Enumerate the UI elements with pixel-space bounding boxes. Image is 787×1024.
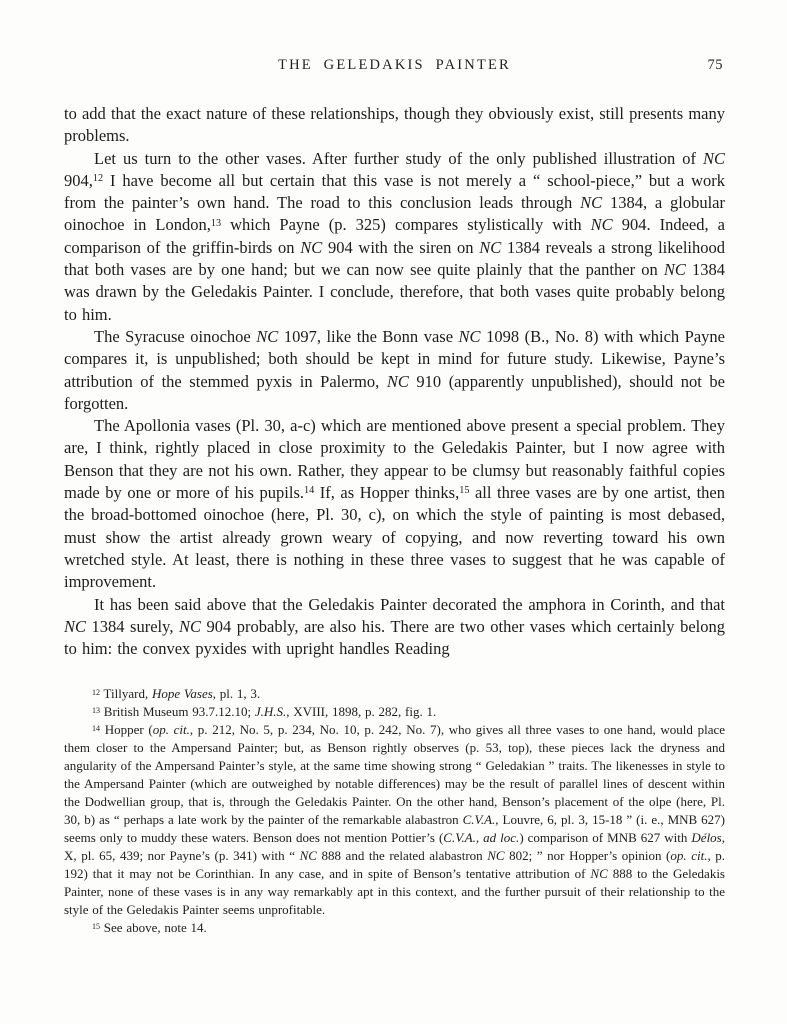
footnote-marker: 15 (92, 921, 101, 931)
italic-text: NC (299, 848, 317, 864)
text-run: The Syracuse oinochoe (94, 326, 257, 346)
text-run: If, as Hopper thinks, (314, 483, 460, 503)
footnote-marker: 13 (92, 705, 101, 715)
text-run: , p. 212, No. 5, p. 234, No. 10, p. 242, No. 7), who gives all three vases to one hand, would place them closer to the Ampersand Painter; but, as Benson rightly observes (p. 53, top), these pieces lack the dryness and angularity of the Ampersand Painter’s style, at the same time showing strong “ Geledakian ” traits. The likenesses in style to the Ampersand Painter (which are outweighed by notable differences) may be the result of parallel lines of descent within the Dodwellian group, that is, through the Geledakis Painter. On the other hand, Benson’s placement of the olpe (here, Pl. 30, b) as “ perhaps a late work by the painter of the remarkable alabastron (64, 722, 726, 828)
text-run: to add that the exact nature of these relationships, though they obviously exist, still presents many problems. (64, 104, 725, 146)
italic-text: NC (487, 848, 505, 864)
italic-text: NC (590, 215, 613, 235)
text-run: Tillyard, (100, 686, 152, 702)
text-run: 1384 reveals a strong likelihood that both vases are by one hand; but we can now see quite plainly that the panther on (64, 237, 725, 280)
footnote (64, 721, 725, 919)
footnote (64, 685, 725, 703)
italic-text: NC (663, 260, 686, 280)
running-title: THE GELEDAKIS PAINTER (278, 57, 511, 73)
text-run: 910 (apparently unpublished), should not be forgotten. (64, 371, 725, 413)
text-run: The Apollonia vases (Pl. 30, a-c) which are mentioned above present a special problem. They are, I think, rightly placed in close proximity to the Geledakis Painter, but I now agree with Benson that they are not his own. Rather, they appear to be clumsy but reasonably faithful copies made by one or more of his pupils. (64, 416, 725, 503)
italic-text: NC (256, 326, 279, 346)
text-run: 1384 surely, (86, 616, 179, 636)
italic-text: NC (64, 616, 87, 636)
italic-text: J.H.S. (254, 704, 287, 720)
text-run: 888 to the Geledakis Painter, none of these vases is in any way remarkably apt in this context, and the further pursuit of their relationship to the style of the Geledakis Painter seems unprofitable. (64, 866, 725, 918)
body-paragraph (64, 148, 725, 326)
text-run: , X, pl. 65, 439; nor Payne’s (p. 341) with “ (64, 830, 725, 864)
italic-text: Hope Vases (151, 686, 213, 702)
body-paragraph (64, 326, 725, 415)
page-number: 75 (707, 57, 723, 73)
italic-text: NC (590, 866, 608, 882)
footnote-marker: 15 (459, 485, 470, 497)
body-paragraph (64, 103, 725, 148)
text-run: 1098 (B., No. 8) with which Payne compares it, is unpublished; both should be kept in mind for future study. Likewise, Payne’s attribution of the stemmed pyxis in Palermo, (64, 326, 725, 391)
italic-text: NC (300, 237, 323, 257)
text-run: , Louvre, 6, pl. 3, 15-18 ” (i. e., MNB 627) seems only to muddy these waters. Benson does not mention Pottier’s ( (64, 812, 725, 846)
text-run: Hopper ( (100, 722, 153, 738)
footnote (64, 919, 725, 937)
text-run: 904, (64, 170, 93, 190)
italic-text: op. cit. (670, 848, 708, 864)
footnote-marker: 12 (92, 173, 104, 185)
italic-text: NC (458, 326, 481, 346)
text-run: 1384, a globular oinochoe in London, (64, 193, 726, 235)
text-run: 1384 was drawn by the Geledakis Painter. I conclude, therefore, that both vases quite probably belong to him. (64, 260, 725, 324)
italic-text: C.V.A., ad loc. (443, 830, 520, 846)
text-run: all three vases are by one artist, then the broad-bottomed oinochoe (here, Pl. 30, c), on which the style of painting is most debased, must show the artist already grown weary of copying, and now reverting toward his own wretched style. At least, there is nothing in these three vases to suggest that he was capable of improvement. (64, 483, 726, 592)
footnote-marker: 13 (210, 217, 222, 229)
text-run: , p. 192) that it may not be Corinthian. In any case, and in spite of Benson’s tentative attribution of (64, 848, 726, 882)
text-run: which Payne (p. 325) compares stylistically with (221, 215, 591, 235)
italic-text: NC (479, 237, 502, 257)
italic-text: NC (580, 193, 603, 213)
text-run: 1097, like the Bonn vase (278, 326, 459, 346)
text-run: Let us turn to the other vases. After further study of the only published illustration of (94, 148, 703, 168)
text-run: ) comparison of MNB 627 with (519, 830, 692, 846)
body-paragraph (64, 415, 725, 593)
italic-text: op. cit. (152, 722, 190, 738)
running-head (64, 57, 725, 77)
italic-text: NC (386, 371, 409, 391)
footnote-marker: 12 (92, 687, 101, 697)
text-run: , XVIII, 1898, p. 282, fig. 1. (286, 704, 437, 720)
text-run: 904. Indeed, a comparison of the griffin-birds on (64, 215, 725, 257)
text-run: British Museum 93.7.12.10; (100, 704, 255, 720)
text-run: 904 with the siren on (322, 237, 480, 257)
footnote-marker: 14 (304, 485, 315, 497)
footnotes-section (64, 685, 725, 937)
text-run: 888 and the related alabastron (316, 848, 488, 864)
italic-text: Délos (691, 830, 722, 846)
footnote (64, 703, 725, 721)
italic-text: NC (702, 148, 725, 168)
footnote-marker: 14 (92, 723, 101, 733)
body-paragraph (64, 594, 725, 661)
italic-text: NC (178, 616, 201, 636)
text-run: I have become all but certain that this vase is not merely a “ school-piece,” but a work from the painter’s own hand. The road to this conclusion leads through (64, 170, 725, 213)
text-run: 802; ” nor Hopper’s opinion ( (504, 848, 671, 864)
article-body (64, 103, 725, 660)
text-run: , pl. 1, 3. (212, 686, 261, 702)
text-run: See above, note 14. (100, 920, 207, 936)
text-run: It has been said above that the Geledakis Painter decorated the amphora in Corinth, and that (94, 594, 725, 614)
text-run: 904 probably, are also his. There are two other vases which certainly belong to him: the convex pyxides with upright handles Reading (64, 616, 725, 659)
italic-text: C.V.A. (462, 812, 496, 828)
